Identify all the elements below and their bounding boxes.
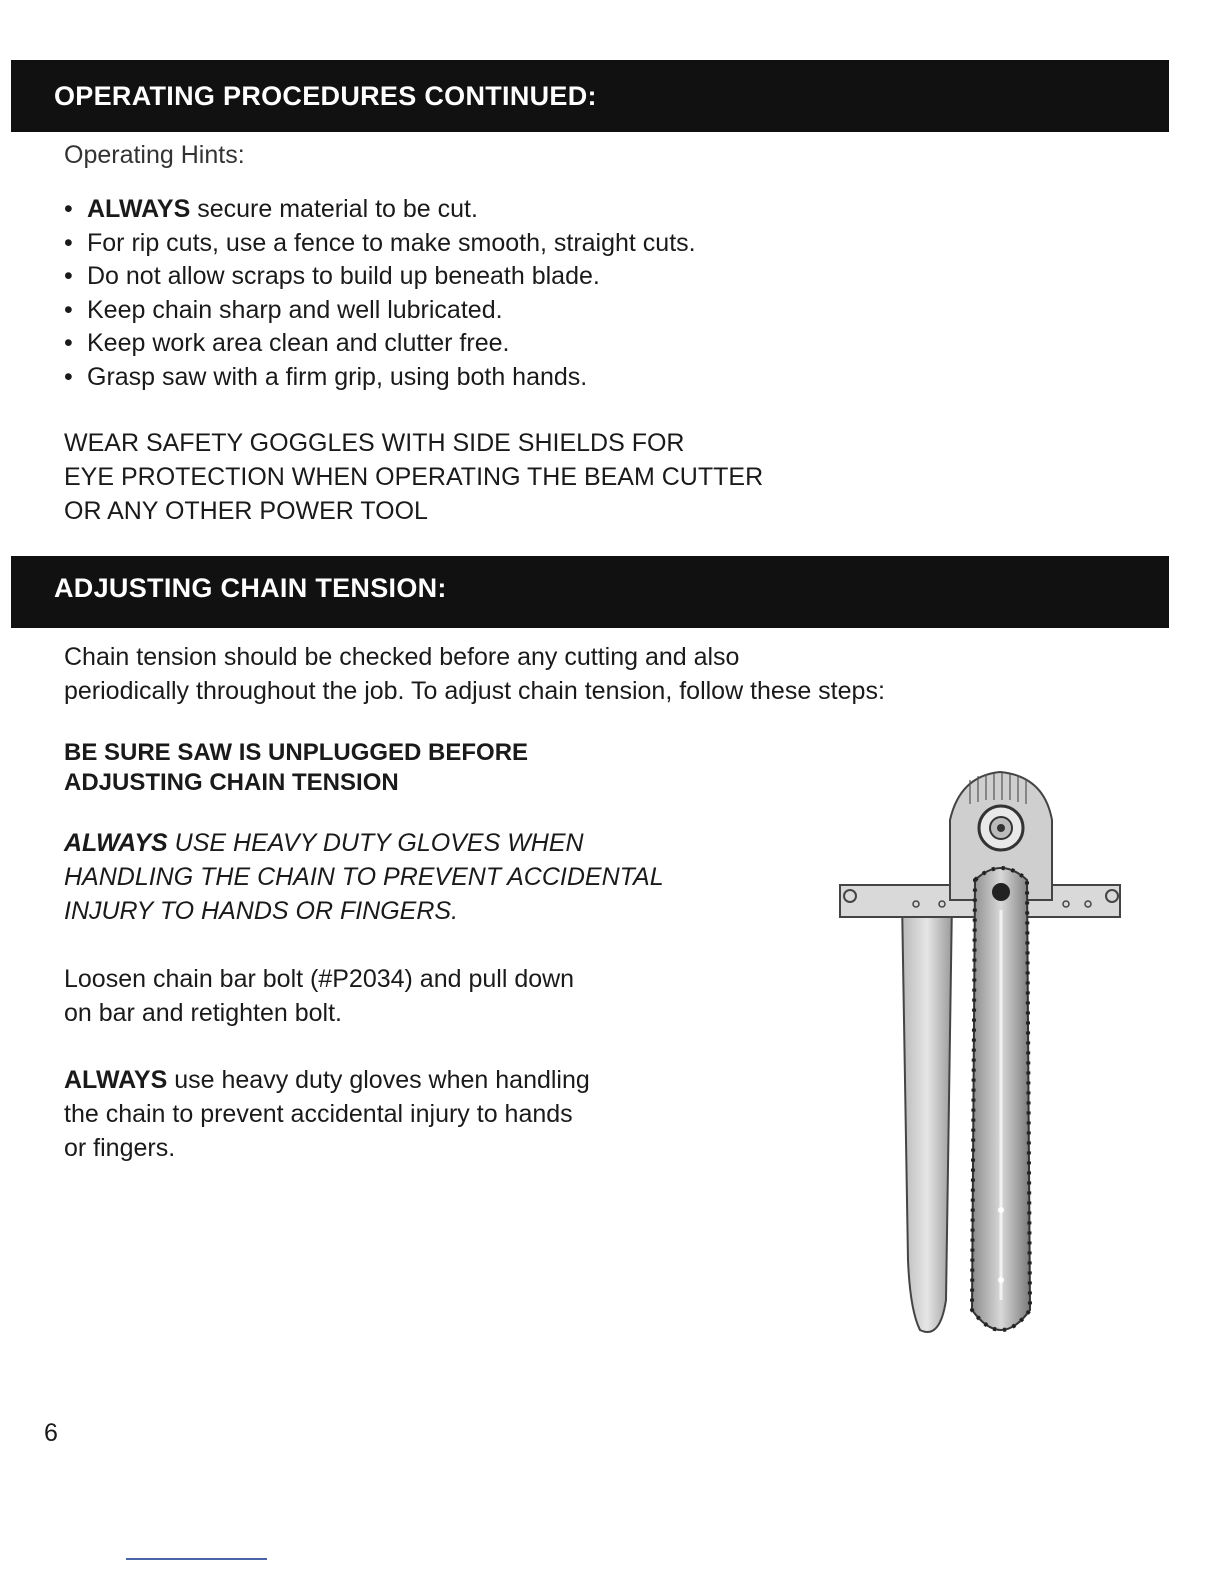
list-item: • Keep work area clean and clutter free. xyxy=(64,327,696,361)
list-item: • Grasp saw with a firm grip, using both hands. xyxy=(64,361,696,395)
chain-bar-bolt xyxy=(992,883,1010,901)
gloves-warning-caps: ALWAYS USE HEAVY DUTY GLOVES WHEN HANDLING THE CHAIN TO PREVENT ACCIDENTAL INJURY TO HANDS OR FINGERS. xyxy=(64,829,664,925)
section-title: ADJUSTING CHAIN TENSION: xyxy=(54,573,447,603)
page-number: 6 xyxy=(44,1419,58,1447)
guide-plate xyxy=(902,900,952,1332)
operating-hints-title: Operating Hints: xyxy=(64,141,245,169)
list-item: • ALWAYS secure material to be cut. xyxy=(64,193,696,227)
chain-tension-intro: Chain tension should be checked before any cutting and also periodically throughout the job. To adjust chain tension, follow these steps: xyxy=(64,643,885,705)
list-item: • Do not allow scraps to build up beneath blade. xyxy=(64,260,696,294)
loosen-bolt-instruction: Loosen chain bar bolt (#P2034) and pull down on bar and retighten bolt. xyxy=(64,965,575,1027)
section-title: OPERATING PROCEDURES CONTINUED: xyxy=(54,81,597,111)
list-item: • Keep chain sharp and well lubricated. xyxy=(64,294,696,328)
operating-hints-list xyxy=(64,193,696,394)
safety-goggles-warning: WEAR SAFETY GOGGLES WITH SIDE SHIELDS FOR EYE PROTECTION WHEN OPERATING THE BEAM CUTTER OR ANY OTHER POWER TOOL xyxy=(64,429,764,525)
section-header-operating-procedures xyxy=(11,60,1169,132)
unplug-warning: BE SURE SAW IS UNPLUGGED BEFORE ADJUSTING CHAIN TENSION xyxy=(64,739,529,796)
footer-line xyxy=(126,1558,267,1560)
gloves-instruction: ALWAYS use heavy duty gloves when handling the chain to prevent accidental injury to hands or fingers. xyxy=(64,1066,590,1162)
chain-bar-illustration xyxy=(830,740,1150,1360)
list-item: • For rip cuts, use a fence to make smooth, straight cuts. xyxy=(64,227,696,261)
section-header-chain-tension xyxy=(11,556,1169,628)
